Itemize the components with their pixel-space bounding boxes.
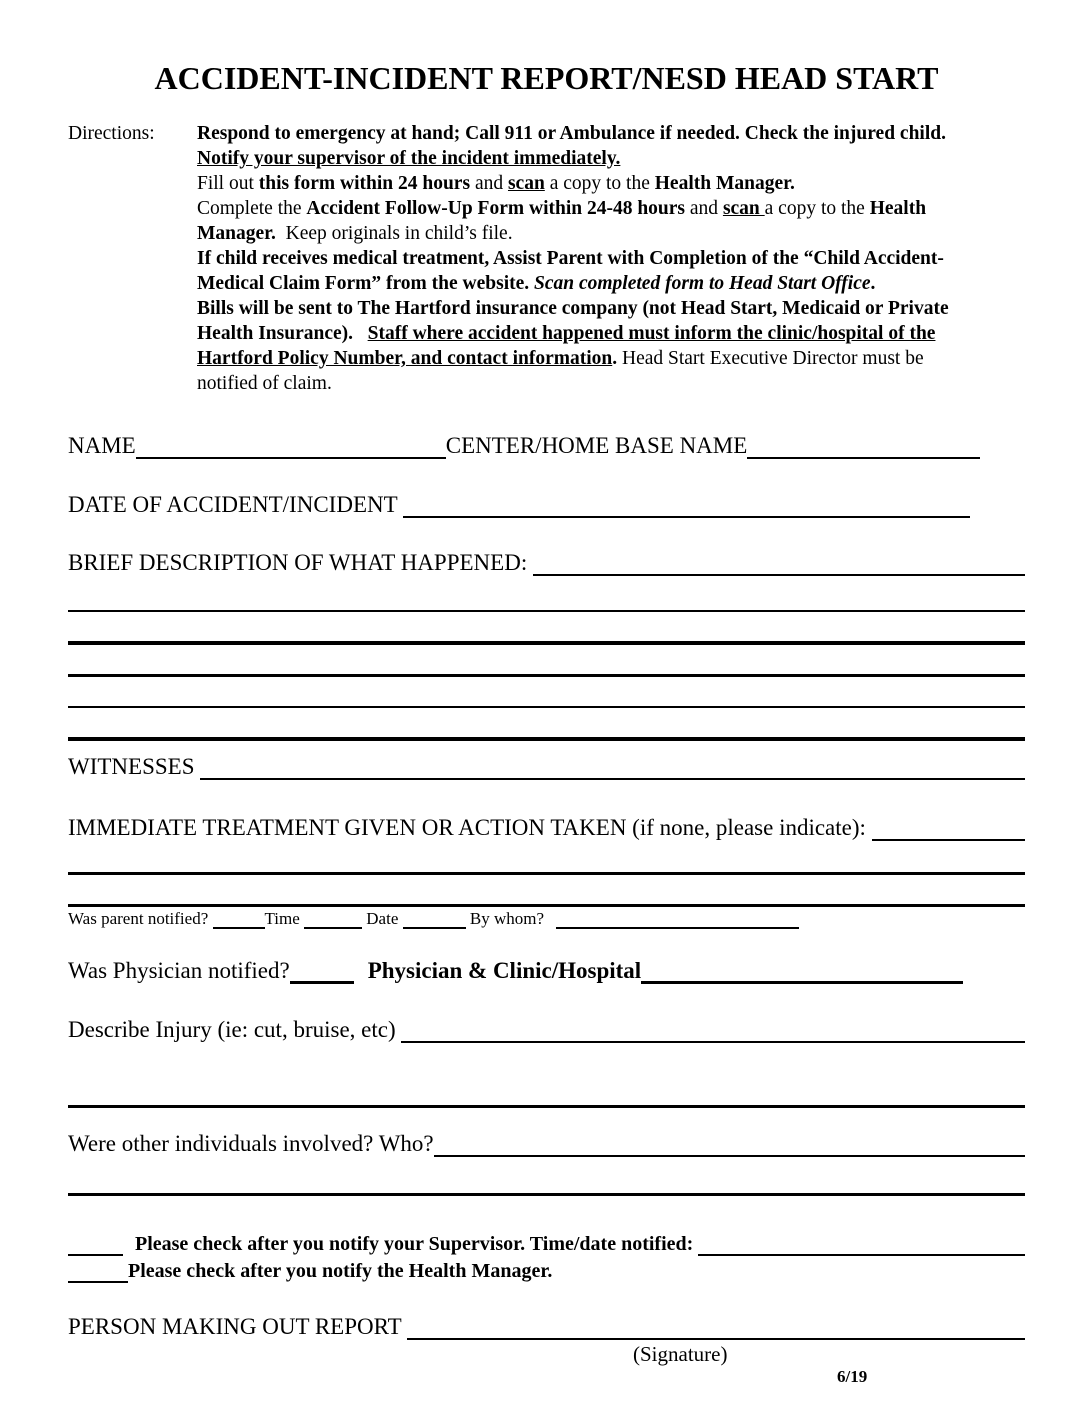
person-label: PERSON MAKING OUT REPORT [68, 1314, 407, 1339]
physician-clinic-line [641, 981, 963, 984]
direction-line-10: Hartford Policy Number, and contact information. Head Start Executive Director must be [197, 348, 924, 369]
by-whom-line [556, 927, 799, 929]
description-blank-line [68, 677, 1025, 708]
direction-line-7: Medical Claim Form” from the website. Scan completed form to Head Start Office. [197, 273, 876, 294]
brief-description-label: BRIEF DESCRIPTION OF WHAT HAPPENED: [68, 550, 533, 575]
health-manager-check-label: Please check after you notify the Health Manager. [128, 1260, 553, 1282]
treatment-blank-line-2 [68, 875, 1025, 907]
supervisor-check-row [68, 1232, 1025, 1256]
direction-line-9: Health Insurance). Staff where accident happened must inform the clinic/hospital of the [197, 323, 936, 344]
signature-caption: (Signature) [633, 1342, 728, 1366]
injury-row [68, 1016, 1025, 1043]
parent-date-label: Date [362, 909, 403, 928]
witnesses-label: WITNESSES [68, 754, 201, 779]
direction-line-11: notified of claim. [197, 373, 332, 394]
description-blank-line [68, 645, 1025, 677]
others-row [68, 1130, 1025, 1157]
directions-label: Directions: [68, 123, 155, 144]
treatment-blank-line-1 [68, 841, 1025, 875]
person-row [68, 1313, 1025, 1340]
direction-line-4: Complete the Accident Follow-Up Form within 24-48 hours and scan a copy to the Health [197, 198, 927, 219]
others-label: Were other individuals involved? Who? [68, 1131, 434, 1156]
supervisor-check-label: Please check after you notify your Supervisor. Time/date notified: [135, 1233, 699, 1255]
others-line [434, 1155, 1025, 1157]
witnesses-row [68, 753, 1025, 780]
description-blank-line [68, 576, 1025, 612]
treatment-line [872, 839, 1025, 841]
time-line [304, 927, 362, 929]
version-label: 6/19 [837, 1367, 868, 1386]
supervisor-check-line [68, 1254, 123, 1256]
physician-label: Was Physician notified? [68, 958, 290, 983]
brief-description-row [68, 549, 1025, 576]
others-blank-line [68, 1157, 1025, 1196]
treatment-label: IMMEDIATE TREATMENT GIVEN OR ACTION TAKEN (if none, please indicate): [68, 815, 872, 840]
name-row [68, 432, 1025, 459]
direction-line-5: Manager. Keep originals in child’s file. [197, 223, 513, 244]
description-blank-lines [68, 576, 1025, 741]
name-line [136, 457, 446, 459]
direction-line-1: Respond to emergency at hand; Call 911 or Ambulance if needed. Check the injured child. [197, 123, 946, 144]
parent-date-line [403, 927, 466, 929]
treatment-row [68, 814, 1025, 841]
time-label: Time [264, 909, 305, 928]
direction-line-3: Fill out this form within 24 hours and scan a copy to the Health Manager. [197, 173, 795, 194]
health-manager-check-row [68, 1259, 1025, 1283]
by-whom-label: By whom? [465, 909, 549, 928]
physician-row [68, 957, 1025, 984]
physician-line [290, 981, 354, 984]
directions-text [197, 121, 1025, 396]
direction-line-8: Bills will be sent to The Hartford insurance company (not Head Start, Medicaid or Private [197, 298, 949, 319]
direction-line-2: Notify your supervisor of the incident immediately. [197, 148, 621, 169]
direction-line-6: If child receives medical treatment, Assist Parent with Completion of the “Child Accident- [197, 248, 944, 269]
parent-notified-line [213, 927, 265, 929]
injury-line [401, 1041, 1025, 1043]
person-line [407, 1338, 1025, 1340]
description-blank-line [68, 708, 1025, 741]
name-label: NAME [68, 433, 136, 458]
health-manager-check-line [68, 1281, 128, 1283]
brief-description-line [533, 574, 1025, 576]
description-blank-line [68, 612, 1025, 645]
date-label: DATE OF ACCIDENT/INCIDENT [68, 492, 403, 517]
directions-section [68, 121, 1025, 396]
injury-blank-line [68, 1043, 1025, 1108]
injury-label: Describe Injury (ie: cut, bruise, etc) [68, 1017, 402, 1042]
parent-notified-row [68, 908, 1025, 929]
physician-clinic-label: Physician & Clinic/Hospital [367, 958, 642, 983]
center-line [747, 457, 980, 459]
witnesses-line [200, 778, 1025, 780]
date-row [68, 491, 1025, 518]
date-line [403, 516, 970, 518]
parent-notified-label: Was parent notified? [68, 909, 213, 928]
supervisor-date-line [698, 1254, 1025, 1256]
page-title: ACCIDENT-INCIDENT REPORT/NESD HEAD START [154, 60, 939, 96]
center-label: CENTER/HOME BASE NAME [445, 433, 748, 458]
